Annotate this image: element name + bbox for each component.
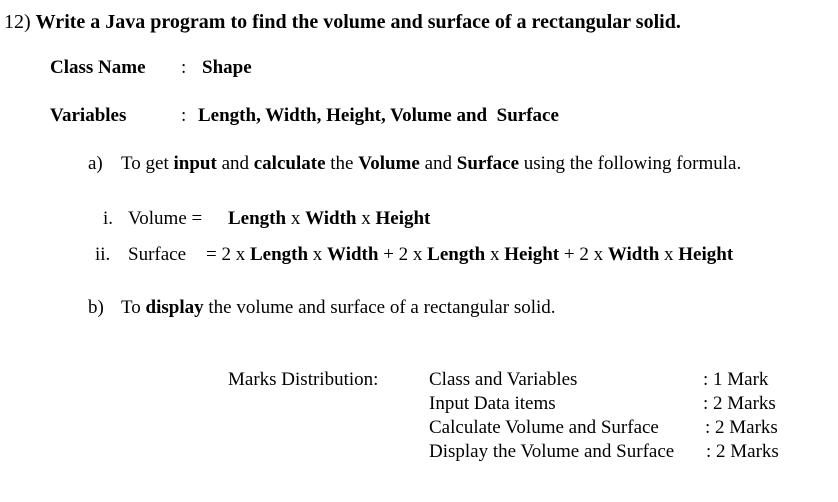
marks-value: : 2 Marks (705, 417, 778, 438)
formula-ii-label: Surface (128, 244, 187, 265)
item-b-marker: b) (88, 297, 104, 318)
marks-value: : 2 Marks (703, 393, 776, 414)
marks-heading: Marks Distribution: (228, 369, 379, 390)
question-title-line (4, 11, 681, 34)
item-a-text: To get input and calculate the Volume and Surface using the following formula. (121, 153, 742, 174)
question-number: 12) (4, 11, 31, 33)
class-name-value: Shape (202, 57, 252, 78)
variables-value: Length, Width, Height, Volume and Surface (198, 105, 559, 126)
marks-item: Calculate Volume and Surface (429, 417, 659, 438)
marks-value: : 2 Marks (706, 441, 779, 462)
formula-i-expression: Length x Width x Height (228, 208, 431, 229)
variables-label: Variables (50, 105, 127, 126)
marks-item: Display the Volume and Surface (429, 441, 675, 462)
item-b-text: To display the volume and surface of a rectangular solid. (121, 297, 556, 318)
formula-i-label: Volume = (128, 208, 203, 229)
class-name-label: Class Name (50, 57, 146, 78)
formula-ii-expression: = 2 x Length x Width + 2 x Length x Height + 2 x Width x Height (206, 244, 734, 265)
variables-colon: : (181, 105, 187, 126)
marks-item: Input Data items (429, 393, 556, 414)
item-a-marker: a) (88, 153, 103, 174)
marks-value: : 1 Mark (703, 369, 769, 390)
formula-ii-marker: ii. (95, 244, 111, 265)
class-name-colon: : (181, 57, 187, 78)
question-title: Write a Java program to find the volume and surface of a rectangular solid. (35, 11, 681, 33)
marks-item: Class and Variables (429, 369, 578, 390)
formula-i-marker: i. (103, 208, 114, 229)
